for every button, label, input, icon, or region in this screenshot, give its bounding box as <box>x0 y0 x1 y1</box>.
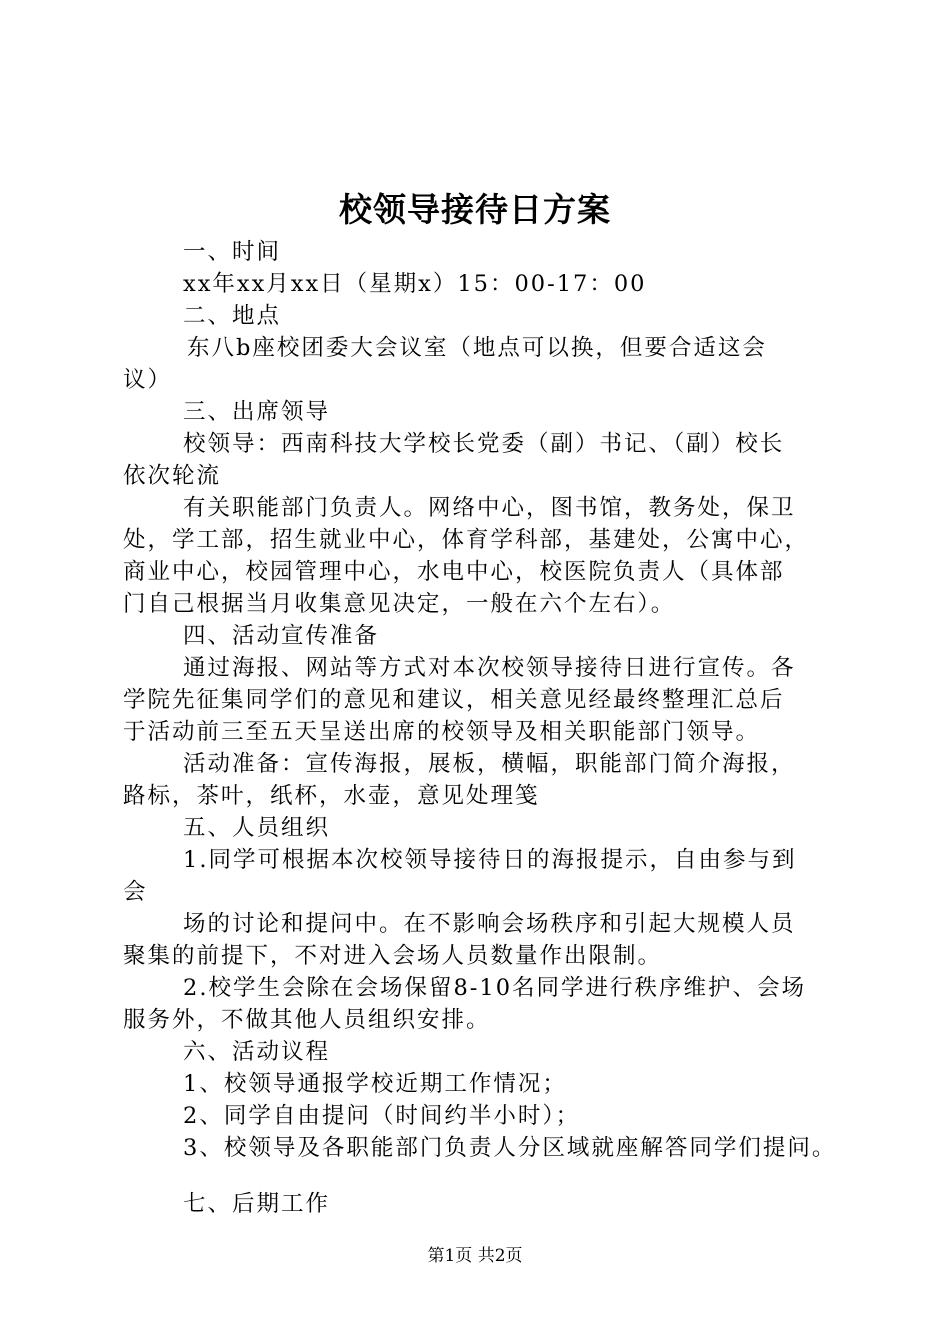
location-value-cont: 议） <box>123 367 173 393</box>
publicity-paragraph-cont: 学院先征集同学们的意见和建议，相关意见经最终整理汇总后 <box>123 687 785 713</box>
agenda-item-1: 1、校领导通报学校近期工作情况； <box>183 1071 567 1097</box>
section-heading-followup: 七、后期工作 <box>183 1191 331 1217</box>
preparation-paragraph-cont: 路标，茶叶，纸杯，水壶，意见处理笺 <box>123 783 540 809</box>
departments-paragraph-cont: 处，学工部，招生就业中心，体育学科部，基建处，公寓中心， <box>123 527 810 553</box>
preparation-paragraph: 活动准备：宣传海报，展板，横幅，职能部门简介海报， <box>183 751 796 777</box>
location-value: 东八b座校团委大会议室（地点可以换，但要合适这会 <box>187 335 767 361</box>
page-footer: 第1页 共2页 <box>427 1246 523 1266</box>
leaders-paragraph: 校领导：西南科技大学校长党委（副）书记、（副）校长 <box>183 431 785 457</box>
staffing-item-1-para: 场的讨论和提问中。在不影响会场秩序和引起大规模人员 <box>183 911 796 937</box>
blank-line <box>123 1164 835 1188</box>
staffing-item-1: 1.同学可根据本次校领导接待日的海报提示，自由参与到 <box>183 847 797 873</box>
publicity-paragraph: 通过海报、网站等方式对本次校领导接待日进行宣传。各 <box>183 655 796 681</box>
agenda-item-3: 3、校领导及各职能部门负责人分区域就座解答同学们提问。 <box>183 1135 837 1161</box>
section-heading-agenda: 六、活动议程 <box>183 1039 331 1065</box>
section-heading-time: 一、时间 <box>183 239 282 265</box>
section-heading-location: 二、地点 <box>183 303 282 329</box>
agenda-item-2: 2、同学自由提问（时间约半小时）； <box>183 1103 581 1129</box>
leaders-paragraph-cont: 依次轮流 <box>123 463 222 489</box>
section-heading-publicity: 四、活动宣传准备 <box>183 623 380 649</box>
staffing-item-2: 2.校学生会除在会场保留8-10名同学进行秩序维护、会场 <box>183 975 807 1001</box>
section-heading-staffing: 五、人员组织 <box>183 815 331 841</box>
departments-paragraph: 有关职能部门负责人。网络中心，图书馆，教务处，保卫 <box>183 495 796 521</box>
staffing-item-2-cont: 服务外，不做其他人员组织安排。 <box>123 1007 491 1033</box>
time-value: xx年xx月xx日（星期x）15：00-17：00 <box>183 271 647 297</box>
departments-paragraph-cont: 商业中心，校园管理中心，水电中心，校医院负责人（具体部 <box>123 559 785 585</box>
section-heading-leaders: 三、出席领导 <box>183 399 331 425</box>
document-body <box>123 236 835 1220</box>
publicity-paragraph-cont: 于活动前三至五天呈送出席的校领导及相关职能部门领导。 <box>123 719 761 745</box>
departments-paragraph-cont: 门自己根据当月收集意见决定，一般在六个左右）。 <box>123 591 676 617</box>
staffing-item-1-para-cont: 聚集的前提下，不对进入会场人员数量作出限制。 <box>123 943 663 969</box>
staffing-item-1-cont: 会 <box>123 879 148 905</box>
document-title: 校领导接待日方案 <box>339 190 611 229</box>
